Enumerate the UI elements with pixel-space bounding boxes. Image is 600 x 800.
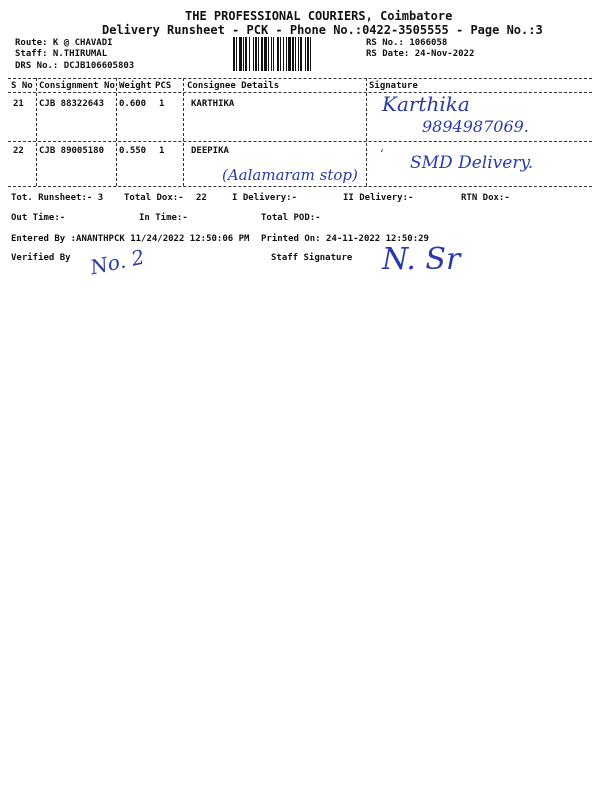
row-consignee: KARTHIKA <box>191 99 235 109</box>
verified-by-label: Verified By <box>11 253 71 263</box>
row-weight: 0.600 <box>119 99 147 109</box>
total-dox-value: 22 <box>196 193 207 203</box>
total-dox-label: Total Dox:- <box>124 193 184 203</box>
row-sno: 22 <box>13 146 24 156</box>
row2-handwritten-note: SMD Delivery. <box>410 153 534 173</box>
ii-delivery: II Delivery:- <box>343 193 414 203</box>
header-sno: S No <box>11 81 33 91</box>
route-info: Route: K @ CHAVADI <box>15 38 113 48</box>
header-signature: Signature <box>369 81 418 91</box>
out-time: Out Time:- <box>11 213 66 223</box>
runsheet-title: Delivery Runsheet - PCK - Phone No.:0422-3505555 - Page No.:3 <box>102 23 543 37</box>
in-time: In Time:- <box>139 213 188 223</box>
row-pcs: 1 <box>159 99 165 109</box>
header-weight: Weight <box>119 81 152 91</box>
header-pcs: PCS <box>155 81 172 91</box>
row-consignment: CJB 89005180 <box>39 146 105 156</box>
row-consignee: DEEPIKA <box>191 146 229 156</box>
row2-handwritten-place: (Aalamaram stop) <box>222 166 358 184</box>
drs-number: DRS No.: DCJB106605803 <box>15 61 135 71</box>
row2-handwritten-mark: ‘ <box>380 147 384 161</box>
staff-info: Staff: N.THIRUMAL <box>15 49 108 59</box>
printed-on: Printed On: 24-11-2022 12:50:29 <box>261 234 429 244</box>
rtn-dox: RTN Dox:- <box>461 193 510 203</box>
row1-handwritten-signature: Karthika <box>382 92 470 116</box>
total-pod: Total POD:- <box>261 213 321 223</box>
row-weight: 0.550 <box>119 146 147 156</box>
i-delivery: I Delivery:- <box>232 193 298 203</box>
company-title: THE PROFESSIONAL COURIERS, Coimbatore <box>185 9 453 23</box>
header-consignee: Consignee Details <box>187 81 280 91</box>
total-runsheet: Tot. Runsheet:- 3 <box>11 193 104 203</box>
rs-number: RS No.: 1066058 <box>366 38 448 48</box>
entered-by: Entered By :ANANTHPCK 11/24/2022 12:50:06 PM <box>11 234 250 244</box>
row-consignment: CJB 88322643 <box>39 99 105 109</box>
barcode <box>232 37 356 71</box>
header-consignment: Consignment No <box>39 81 115 91</box>
row1-handwritten-phone: 9894987069. <box>422 117 529 136</box>
row-sno: 21 <box>13 99 24 109</box>
staff-signature-label: Staff Signature <box>271 253 353 263</box>
staff-signature: N. Sr <box>382 242 461 277</box>
verified-signature: No. 2 <box>88 244 147 280</box>
rs-date: RS Date: 24-Nov-2022 <box>366 49 475 59</box>
row-pcs: 1 <box>159 146 165 156</box>
